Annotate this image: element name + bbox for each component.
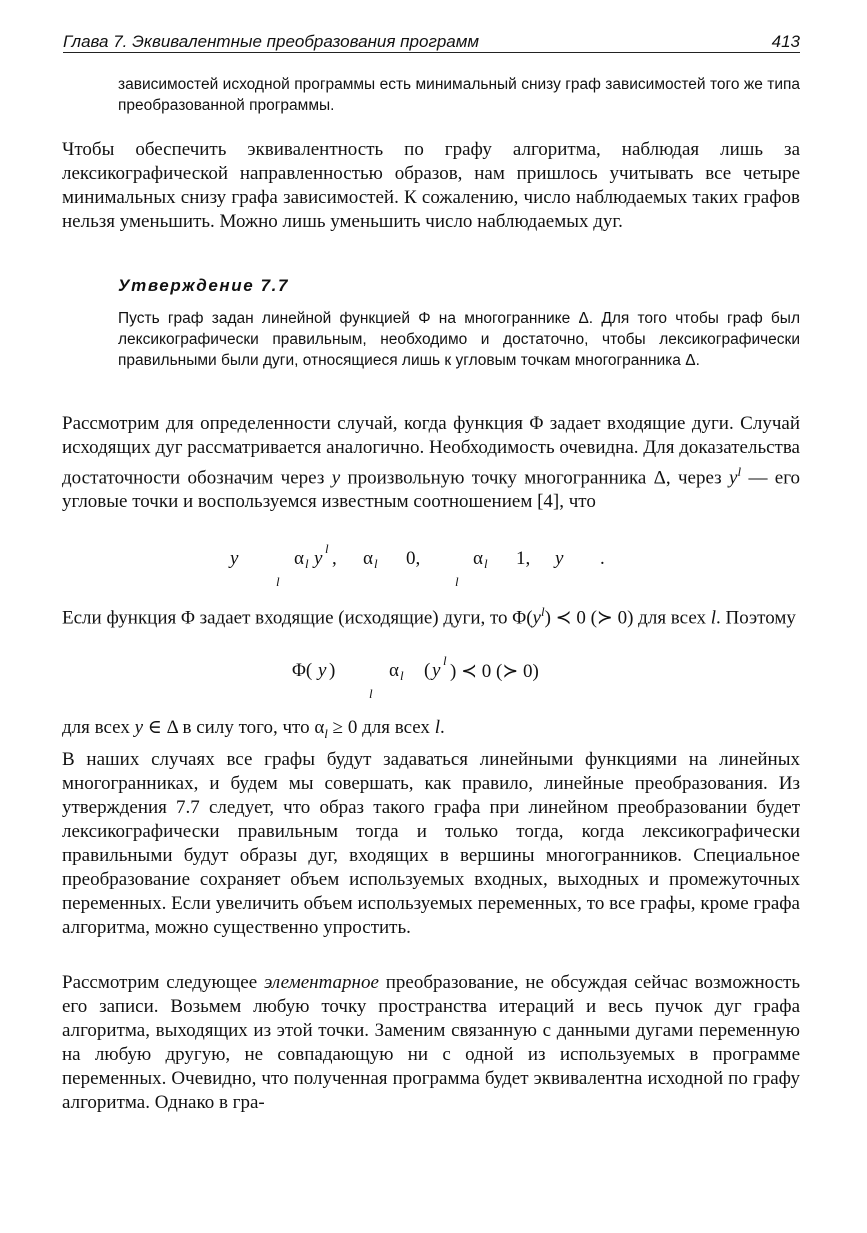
para3-var-y: y: [532, 607, 541, 629]
paragraph-6: [62, 971, 800, 1115]
formula2-phi: Φ(: [292, 660, 313, 681]
para4-text-3: ≥ 0 для всех: [332, 717, 430, 738]
para3-var-l: l: [710, 607, 717, 629]
formula2-close: ): [329, 660, 336, 681]
formula2-alpha: α: [389, 660, 399, 681]
para6-text-2: преобразование, не обсуждая сейчас возможность его записи. Возьмем любую точку пространства итераций и весь пучок дуг графа алгоритма, выходящих из этой точки. Заменим связанную с данными дугами переменную на любую другую, не совпадающую ни с одной из используемых в программе переменных. Очевидно, что полученная программа будет эквивалентна исходной по графу алгоритма. Однако в гра-: [62, 972, 801, 1113]
paragraph-5: В наших случаях все графы будут задаваться линейными функциями на линейных многогранниках, и будем мы совершать, как правило, линейные преобразования. Из утверждения 7.7 следует, что образ такого графа при линейном преобразовании будет лексикографически правильным тогда и только тогда, когда лексикографически правильными будут образы дуг, входящих в вершины многогранников. Специальное преобразование сохраняет объем используемых входных, выходных и промежуточных переменных. Если увеличить объем используемых переменных, то все графы, кроме графа алгоритма, можно существенно упростить.: [62, 749, 800, 938]
para3-text-1: Если функция Φ задает входящие (исходящие) дуги, то Φ(: [62, 607, 533, 629]
running-header: [63, 30, 800, 53]
para4-text-4: .: [439, 717, 445, 738]
formula1-zero: 0,: [406, 548, 421, 569]
statement-title: Утверждение 7.7: [118, 276, 290, 295]
formula1-comma-1: ,: [332, 548, 337, 569]
formula2-tail: ) ≺ 0 (≻ 0): [450, 661, 539, 682]
formula1-sum-index-2: l: [455, 574, 459, 589]
var-yl: y: [729, 467, 738, 489]
para2-text-3: — его угловые точки и воспользуемся известным соотношением [4], что: [62, 467, 801, 513]
formula1-yl: y: [314, 548, 323, 569]
formula2-y: y: [318, 660, 327, 681]
para6-text-1: Рассмотрим следующее: [62, 972, 258, 993]
formula2-yl-sup: l: [443, 653, 447, 668]
formula2-alpha-sub: l: [400, 668, 404, 683]
formula1-one: 1,: [516, 548, 531, 569]
para4-text-1: для всех: [62, 717, 130, 738]
statement-text: Пусть граф задан линейной функцией Φ на многограннике Δ. Для того чтобы граф был лексикографически правильным, необходимо и достаточно, чтобы лексикографически правильными были дуги, относящиеся лишь к угловым точкам многогранника Δ.: [118, 310, 800, 369]
paragraph-1: Чтобы обеспечить эквивалентность по графу алгоритма, наблюдая лишь за лексикографической направленностью образов, нам пришлось учитывать все четыре минимальных снизу графа зависимостей. К сожалению, число наблюдаемых таких графов нельзя уменьшить. Можно лишь уменьшить число наблюдаемых дуг.: [62, 139, 800, 232]
formula1-dot: .: [600, 548, 605, 569]
para2-text-1: Рассмотрим для определенности случай, когда функция Φ задает входящие дуги. Случай исходящих дуг рассматривается аналогично. Необходимость очевидна. Для доказательства достаточности обозначим через: [62, 413, 800, 489]
formula2-sum-index: l: [369, 686, 373, 701]
para2-text-2: произвольную точку многогранника Δ, через: [347, 467, 722, 489]
var-y: y: [331, 467, 341, 489]
para4-text-2: ∈ Δ в силу того, что α: [147, 717, 325, 738]
para3-text-3: . Поэтому: [716, 607, 796, 629]
formula1-sum-index-1: l: [276, 574, 280, 589]
formula1-yl-sup: l: [325, 541, 329, 556]
para6-emphasis: элементарное: [264, 972, 379, 993]
formula2-paren: (: [424, 660, 431, 681]
chapter-title: Глава 7. Эквивалентные преобразования программ: [63, 32, 480, 51]
intro-note: зависимостей исходной программы есть минимальный снизу граф зависимостей того же типа преобразованной программы.: [118, 76, 800, 114]
formula1-y-end: y: [555, 548, 564, 569]
formula1-y: y: [230, 548, 239, 569]
para3-text-2: ) ≺ 0 (≻ 0) для всех: [544, 607, 707, 629]
formula1-alpha: α: [294, 548, 304, 569]
para4-sub: l: [324, 725, 328, 741]
formula1-alpha-3: α: [473, 548, 483, 569]
para4-l: l: [434, 717, 440, 738]
var-yl-sup: l: [737, 464, 742, 479]
page-number: 413: [771, 32, 800, 51]
formula2-yl: y: [432, 660, 441, 681]
paragraph-4: [62, 716, 800, 746]
formula1-alpha-3-sub: l: [484, 556, 488, 571]
formula1-alpha-sub: l: [305, 556, 309, 571]
para4-y: y: [134, 717, 144, 738]
paragraph-3: [62, 600, 800, 630]
formula1-alpha-2: α: [363, 548, 373, 569]
para3-var-sup: l: [540, 604, 545, 619]
paragraph-2: [62, 412, 800, 514]
formula1-alpha-2-sub: l: [374, 556, 378, 571]
